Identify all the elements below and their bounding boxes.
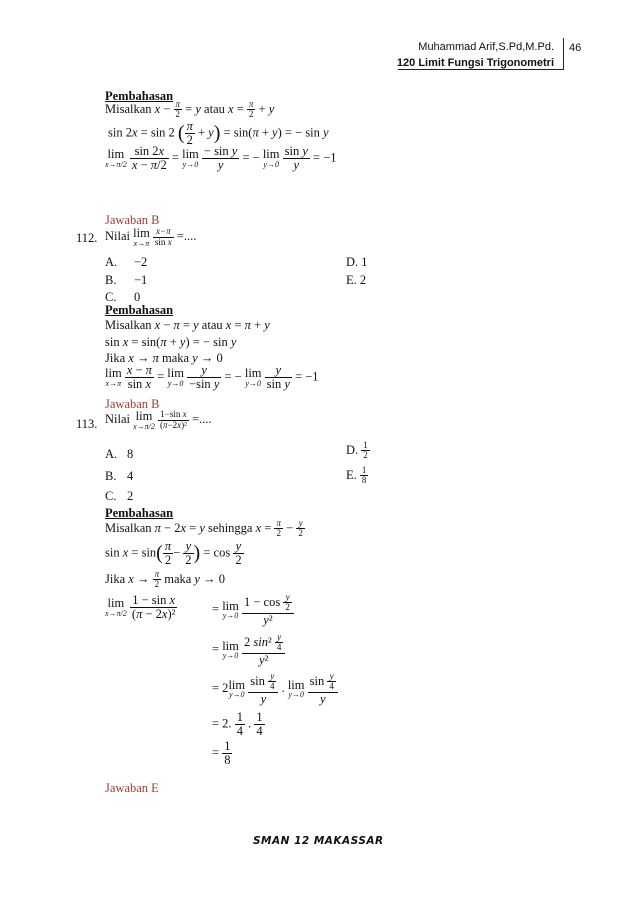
q113-step-4: = 2. $\frac{1}{4}$ . $\frac{1}{4}$ — [212, 710, 263, 739]
q112-option-c: C. 0 — [105, 290, 141, 304]
header-rule — [398, 69, 564, 70]
header-book-title: 120 Limit Fungsi Trigonometri — [396, 57, 554, 69]
q112-question: Nilai lim x→π $\frac{x-\pi}{\text{sin x}}$ =.... — [105, 226, 197, 248]
q113-option-d: D. $\frac{1}{2}$ — [346, 440, 368, 461]
prev-answer: Jawaban B — [105, 213, 160, 227]
q113-option-e: E. $\frac{1}{8}$ — [346, 465, 367, 486]
q112-heading: Pembahasan — [105, 303, 174, 317]
q113-step-1-lhs: lim x→π/2 $\frac{\text{1 − sin x}}{\text{(π − 2x)²}}$ — [105, 593, 176, 622]
q113-line-3: Jika x → $\frac{\pi}{2}$ maka y → 0 — [105, 569, 225, 590]
q113-step-2: = lim y→0 2 sin² $\frac{y}{4}$ y² — [212, 633, 285, 667]
page-number: 46 — [569, 42, 582, 54]
q113-answer: Jawaban E — [105, 781, 159, 795]
q113-heading: Pembahasan — [105, 506, 174, 520]
prev-line-2: sin 2x = sin 2 ( $\frac{\pi}{2}$ + y) = sin(π + y) = − sin y — [108, 119, 329, 148]
q112-number: 112. — [76, 231, 98, 245]
q112-option-e: E. 2 — [346, 273, 367, 287]
q113-option-b: B. 4 — [105, 469, 134, 483]
q113-line-1: Misalkan π − 2x = y sehingga x = $\frac{\pi}{2}$ − $\frac{y}{2}$ — [105, 518, 303, 539]
prev-line-1: Misalkan x − $\frac{\pi}{2}$ = y atau x = $\frac{\pi}{2}$ + y — [105, 99, 275, 120]
q113-line-2: sin x = sin( $\frac{\pi}{2}$ − $\frac{y}{2}$ ) = cos $\frac{y}{2}$ — [105, 539, 242, 568]
q113-step-5: = $\frac{1}{8}$ — [212, 739, 231, 768]
q112-option-d: D. 1 — [346, 255, 368, 269]
q112-line-1: Misalkan x − π = y atau x = π + y — [105, 318, 270, 332]
prev-heading: Pembahasan — [105, 89, 174, 103]
footer-school: SMAN 12 MAKASSAR — [253, 835, 384, 847]
q112-line-2: sin x = sin(π + y) = − sin y — [105, 335, 237, 349]
q112-line-3: Jika x → π maka y → 0 — [105, 351, 223, 365]
q113-option-a: A. 8 — [105, 447, 134, 461]
header-divider — [563, 38, 564, 70]
q113-option-c: C. 2 — [105, 489, 134, 503]
q112-line-4: lim x→π $\frac{x - \pi}{\text{sin x}}$ = lim y→0 $\frac{y}{\text{−sin y}}$ = − lim y→0 $\frac{y}{\text{sin y}}$ = −1 — [105, 363, 319, 392]
q112-option-a: A. −2 — [105, 255, 148, 269]
q113-question: Nilai lim x→π/2 $\frac{\text{1−sin x}}{\text{(π−2x)²}}$ =.... — [105, 409, 212, 431]
q113-step-3: = 2 lim y→0 sin $\frac{y}{4}$ y . lim y→0 sin $\frac{y}{4}$ y — [212, 672, 338, 706]
header-author: Muhammad Arif,S.Pd,M.Pd. — [418, 41, 554, 53]
q113-step-1: = lim y→0 1 − cos $\frac{y}{2}$ y² — [212, 593, 294, 627]
q112-option-b: B. −1 — [105, 273, 148, 287]
q113-number: 113. — [76, 417, 98, 431]
q112-answer: Jawaban B — [105, 397, 160, 411]
prev-line-3: lim x→π/2 $\frac{\sin 2x}{x - \pi/2}$ = lim y→0 $\frac{\text{− sin y}}{y}$ = − lim y→0 $\frac{\text{sin y}}{y}$ = −1 — [105, 144, 337, 173]
